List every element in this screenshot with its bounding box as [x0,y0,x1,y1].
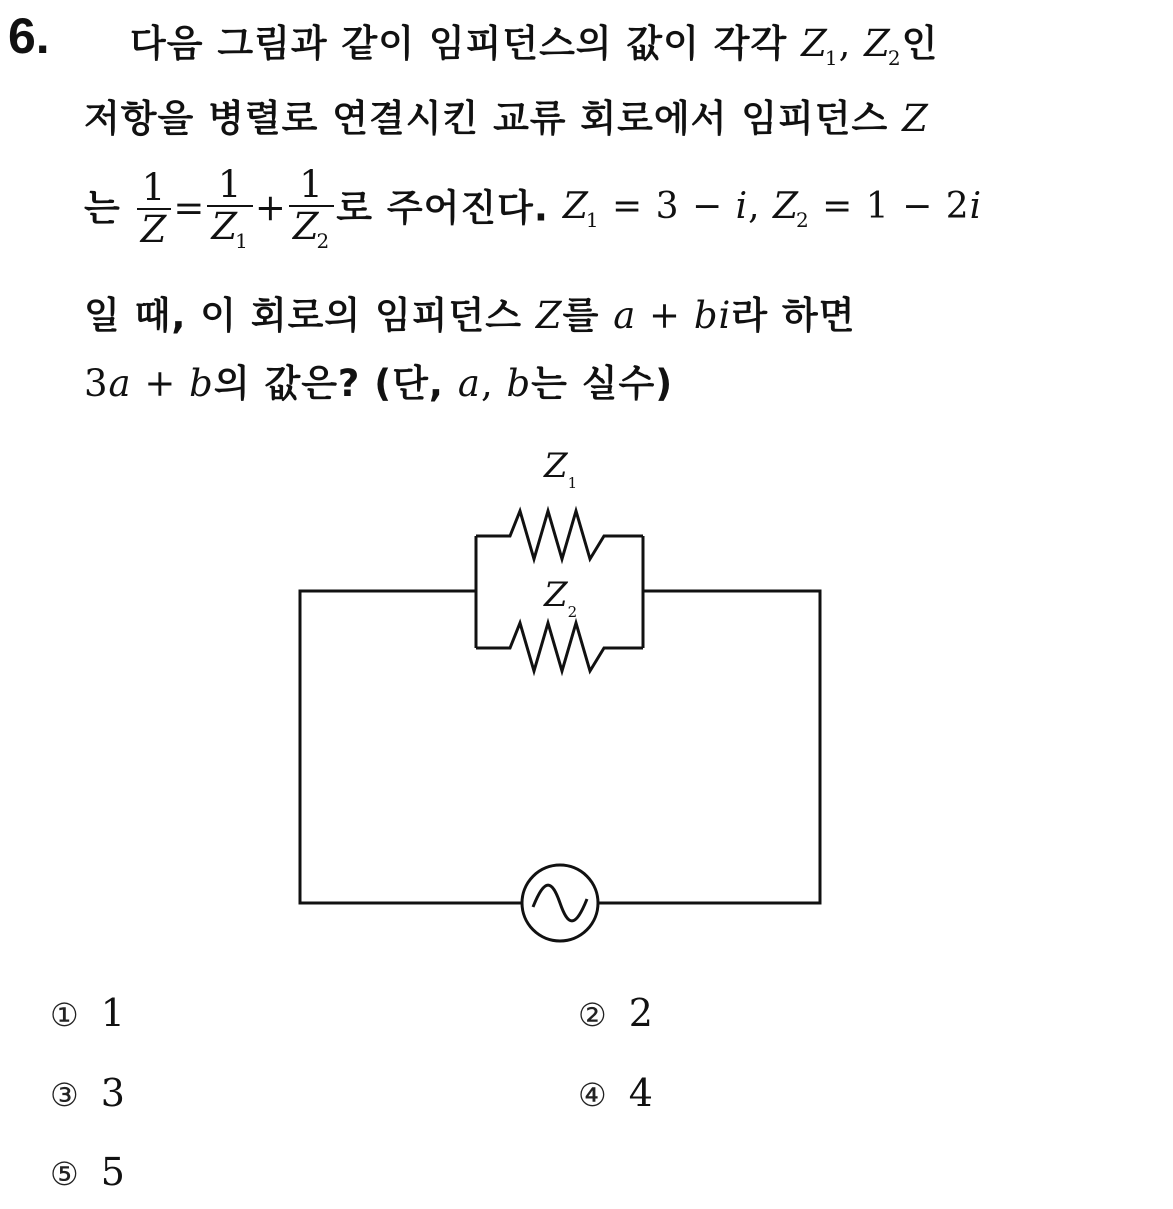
label-z1-letter: Z [544,446,568,486]
fraction-numerator: 1 [289,165,334,207]
question-text: 의 값은? (단, [213,362,458,405]
question-text: 일 때, 이 회로의 임피던스 [84,294,536,337]
choice-value: 3 [100,1071,125,1115]
choice-mark: ⑤ [50,1155,79,1193]
var-z: Z [211,205,239,248]
question-text: 는 실수) [531,362,674,405]
choice-value: 1 [100,991,125,1035]
choice-mark: ④ [578,1076,607,1114]
equals-sign: = [173,186,206,230]
ac-source-icon [522,865,598,941]
separator: , [480,362,507,405]
subscript: 2 [887,46,902,70]
question-text: 저항을 병렬로 연결시킨 교류 회로에서 임피던스 [84,97,903,140]
label-z1 [543,446,577,492]
choice-mark: ① [50,996,79,1034]
subscript: 2 [796,207,810,232]
var-z1: Z [801,22,828,65]
label-z2-letter: Z [544,575,568,615]
plus-sign: + [131,362,190,405]
z1-value: = 3 − [599,185,736,227]
fraction-numerator: 1 [137,168,172,210]
circuit-wire [598,591,820,903]
choice-1[interactable] [50,990,125,1038]
var-z: Z [292,205,320,248]
label-z1-sub: 1 [567,474,578,492]
separator: , [748,185,773,227]
imaginary-unit: i [735,185,749,227]
var-b: b [506,362,532,405]
var-a: a [108,362,132,405]
subscript: 1 [585,207,600,232]
var-a: a [613,294,637,337]
choice-mark: ② [578,996,607,1034]
separator: , [838,22,865,65]
label-z2-sub: 2 [567,603,578,621]
choice-value: 4 [628,1071,653,1115]
choice-4[interactable] [578,1070,653,1118]
resistor-z1 [476,511,643,559]
subscript: 2 [316,229,331,253]
var-z2: Z [772,185,799,227]
var-z: Z [902,97,929,140]
question-number: 6. [8,8,50,64]
fraction-denominator: Z [140,207,168,251]
var-b: b [189,362,214,405]
var-z: Z [535,294,563,337]
var-z2: Z [864,22,891,65]
fraction-numerator: 1 [207,165,252,207]
subscript: 1 [824,46,839,70]
z2-value: = 1 − 2 [809,185,970,227]
choice-5[interactable] [50,1149,125,1197]
imaginary-unit: i [969,185,983,227]
circuit-wire [300,591,522,903]
coefficient: 3 [84,362,109,405]
question-text: 는 [84,186,135,230]
label-z2 [543,575,577,621]
choice-value: 2 [628,991,653,1035]
var-bi: bi [693,294,732,337]
resistor-z2 [476,623,643,671]
choice-2[interactable] [578,990,653,1038]
question-text: 라 하면 [731,294,856,337]
choice-value: 5 [100,1150,125,1194]
plus-sign: + [636,294,694,337]
question-text: 를 [562,294,614,337]
choice-mark: ③ [50,1076,79,1114]
var-z1: Z [562,185,589,227]
question-text: 로 주어진다. [336,186,563,230]
choice-3[interactable] [50,1070,125,1118]
question-text: 인 [901,22,939,65]
question-text: 다음 그림과 같이 임피던스의 값이 각각 [130,22,802,65]
var-a: a [457,362,481,405]
plus-sign: + [254,186,287,230]
subscript: 1 [235,229,249,253]
